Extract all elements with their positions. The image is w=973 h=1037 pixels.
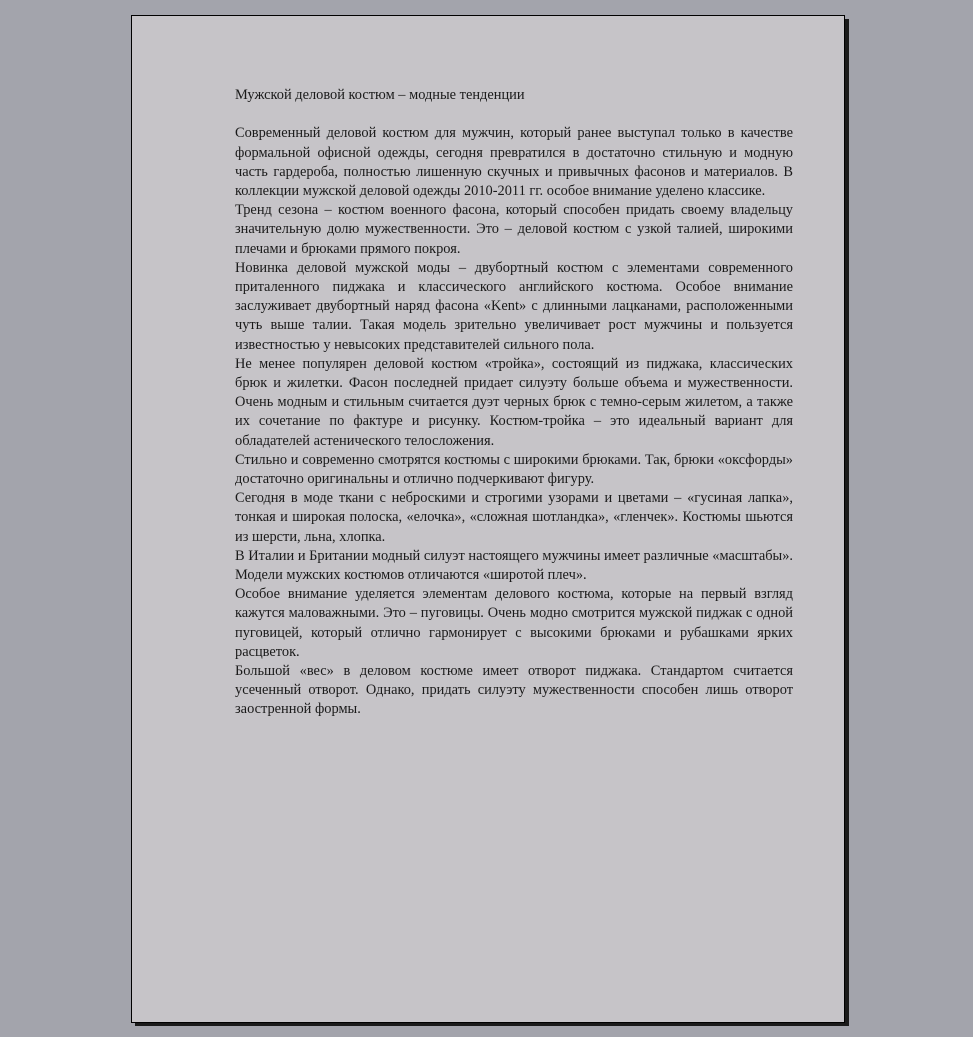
paragraph: Современный деловой костюм для мужчин, который ранее выступал только в качестве формальной офисной одежды, сегодня превратился в достаточно стильную и модную часть гардероба, полностью лишенную скучных и привычных фасонов и материалов. В коллекции мужской деловой одежды 2010-2011 гг. особое внимание уделено классике. — [235, 125, 793, 199]
document-title: Мужской деловой костюм – модные тенденции — [235, 87, 525, 103]
document-page[interactable] — [131, 15, 845, 1023]
paragraph: Новинка деловой мужской моды – двубортный костюм с элементами современного приталенного пиджака и классического английского костюма. Особое внимание заслуживает двубортный наряд фасона «Kent» с длинными лацканами, расположенными чуть выше талии. Такая модель зрительно увеличивает рост мужчины и пользуется известностью у невысоких представителей сильного пола. — [235, 259, 793, 353]
paragraph: Большой «вес» в деловом костюме имеет отворот пиджака. Стандартом считается усеченный отворот. Однако, придать силуэту мужественности способен лишь отворот заостренной формы. — [235, 663, 793, 718]
page-text-area[interactable] — [235, 86, 793, 720]
paragraph: Стильно и современно смотрятся костюмы с широкими брюками. Так, брюки «оксфорды» достаточно оригинальны и отлично подчеркивают фигуру. — [235, 451, 793, 488]
paragraph: В Италии и Британии модный силуэт настоящего мужчины имеет различные «масштабы». Модели мужских костюмов отличаются «широтой плеч». — [235, 547, 793, 584]
paragraph: Тренд сезона – костюм военного фасона, который способен придать своему владельцу значительную долю мужественности. Это – деловой костюм с узкой талией, широкими плечами и брюками прямого покроя. — [235, 202, 793, 257]
paragraph: Особое внимание уделяется элементам делового костюма, которые на первый взгляд кажутся маловажными. Это – пуговицы. Очень модно смотрится мужской пиджак с одной пуговицей, который отлично гармонирует с высокими брюками и рубашками ярких расцветок. — [235, 586, 793, 660]
paragraph: Сегодня в моде ткани с неброскими и строгими узорами и цветами – «гусиная лапка», тонкая и широкая полоска, «елочка», «сложная шотландка», «гленчек». Костюмы шьются из шерсти, льна, хлопка. — [235, 490, 793, 545]
paragraph: Не менее популярен деловой костюм «тройка», состоящий из пиджака, классических брюк и жилетки. Фасон последней придает силуэту больше объема и мужественности. Очень модным и стильным считается дуэт черных брюк с темно-серым жилетом, а также их сочетание по фактуре и рисунку. Костюм-тройка – это идеальный вариант для обладателей астенического телосложения. — [235, 355, 793, 449]
